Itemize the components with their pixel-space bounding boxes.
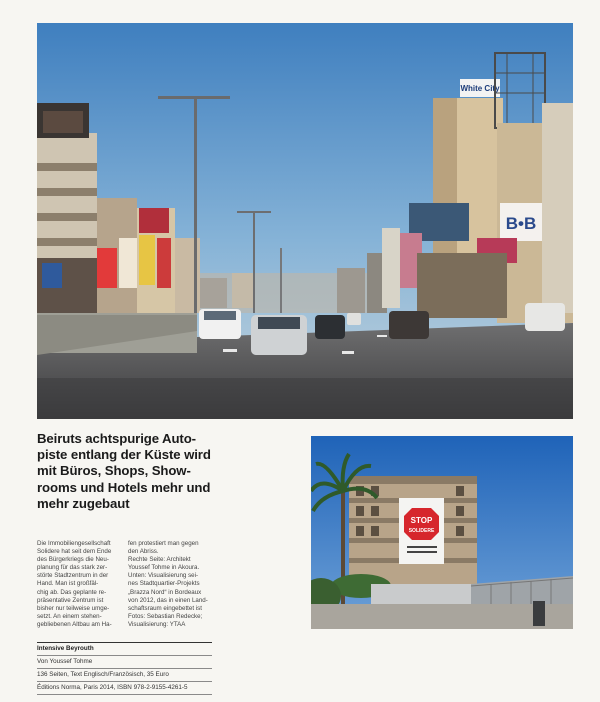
book-title: Intensive Beyrouth	[37, 642, 212, 655]
body-text-line: störte Stadtzentrum in der	[37, 572, 109, 580]
headline-line: mehr zugebaut	[37, 495, 130, 511]
body-text-line: planung für das stark zer-	[37, 564, 108, 572]
book-info-box	[37, 642, 212, 695]
book-publisher: Éditions Norma, Paris 2014, ISBN 978-2-9155-4261-5	[37, 681, 212, 695]
body-text-line: chig ab. Das geplante re-	[37, 588, 107, 596]
stop-sign-text: STOP	[410, 516, 433, 525]
stop-solidere-building-photo	[311, 436, 573, 629]
body-text-right-column	[128, 540, 216, 629]
body-text-line: des Bürgerkriegs die Neu-	[37, 556, 109, 564]
photo-credit-line: Fotos: Sebastian Redecke;	[128, 612, 203, 620]
body-text-line: fen protestiert man gegen	[128, 540, 199, 547]
caption-line: Youssef Tohme in Akoura.	[128, 564, 200, 572]
article-headline	[37, 431, 227, 512]
solidere-sign-text: SOLIDERE	[408, 528, 435, 534]
caption-line: von 2012, das in einen Land-	[128, 596, 208, 604]
book-author: Von Youssef Tohme	[37, 655, 212, 668]
photo-credit-line: Visualisierung: YTAA	[128, 620, 186, 628]
white-city-sign: White City	[460, 84, 500, 93]
caption-line: schaftsraum eingebettet ist	[128, 604, 202, 612]
body-text-line: den Abriss.	[128, 548, 159, 556]
body-text-line: Solidere hat seit dem Ende	[37, 548, 112, 556]
caption-line: Rechte Seite: Architekt	[128, 556, 191, 564]
body-text-left-column	[37, 540, 125, 629]
book-pages-price: 136 Seiten, Text Englisch/Französisch, 35 Euro	[37, 668, 212, 681]
caption-line: nes Stadtquartier-Projekts	[128, 580, 200, 588]
body-text-line: Hand. Man ist großfäl-	[37, 580, 99, 588]
body-text-line: präsentative Zentrum ist	[37, 596, 104, 604]
body-text-line: setzt. An einem stehen-	[37, 612, 102, 620]
headline-line: rooms und Hotels mehr und	[37, 479, 211, 495]
body-text-line: bisher nur teilweise umge-	[37, 604, 110, 612]
body-text-line: Die Immobiliengesellschaft	[37, 540, 111, 547]
caption-line: „Brazza Nord“ in Bordeaux	[128, 588, 202, 596]
caption-line: Unten: Visualisierung sei-	[128, 572, 199, 580]
headline-line: Beiruts achtspurige Auto-	[37, 431, 196, 446]
bb-hotel-sign: B•B	[505, 214, 537, 233]
body-text-line: gebliebenen Altbau am Ha-	[37, 620, 112, 628]
headline-line: mit Büros, Shops, Show-	[37, 463, 191, 479]
beirut-highway-photo	[37, 23, 573, 419]
headline-line: piste entlang der Küste wird	[37, 447, 211, 463]
